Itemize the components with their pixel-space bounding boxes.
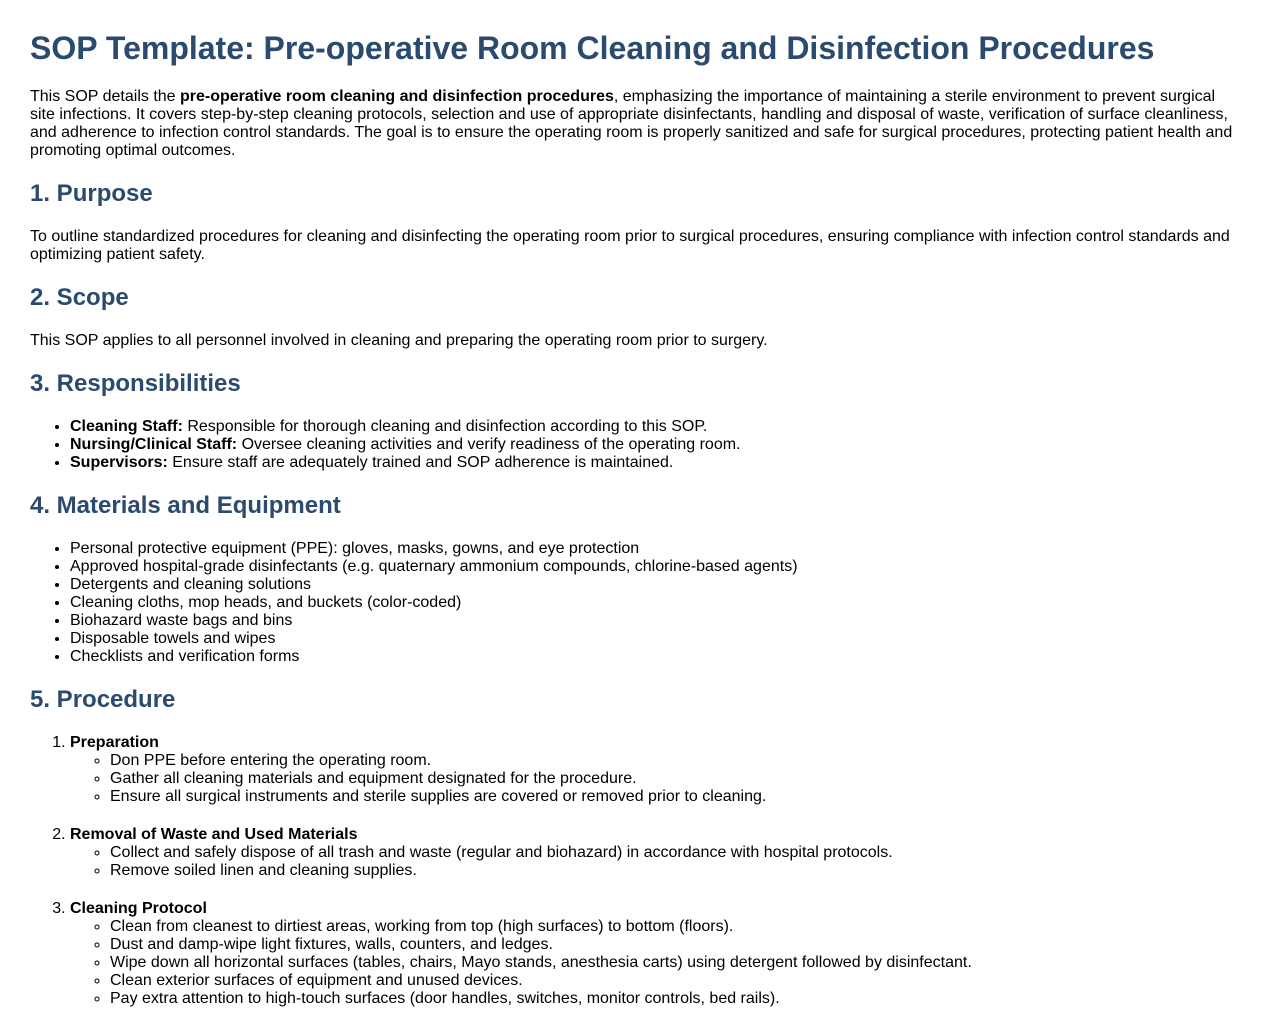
step-title: Removal of Waste and Used Materials (70, 826, 358, 843)
procedure-steps (30, 734, 1233, 1008)
intro-text-end: , emphasizing the importance of maintaining a sterile environment to prevent surgical site infections. It covers step-by-step cleaning protocols, selection and use of appropriate disinfectants, handling and disposal of waste, verification of surface cleanliness, and adherence to infection control standards. The goal is to ensure the operating room is properly sanitized and safe for surgical procedures, protecting patient health and promoting optimal outcomes. (30, 88, 1233, 159)
list-item: • Biohazard waste bags and bins (70, 612, 1233, 630)
procedure-step (70, 734, 1233, 806)
intro-paragraph (30, 88, 1233, 160)
list-item: • Approved hospital-grade disinfectants (e.g. quaternary ammonium compounds, chlorine-based agents) (70, 558, 1233, 576)
role-label: Cleaning Staff: (70, 418, 183, 435)
responsibilities-list (30, 418, 1233, 472)
list-item: ◦ Clean exterior surfaces of equipment and unused devices. (110, 972, 1233, 990)
intro-text-start: This SOP details the (30, 88, 180, 105)
role-description: Responsible for thorough cleaning and disinfection according to this SOP. (182, 418, 708, 435)
purpose-text: To outline standardized procedures for cleaning and disinfecting the operating room prior to surgical procedures, ensuring compliance with infection control standards and optimizing patient safety. (30, 228, 1230, 263)
role-label: Nursing/Clinical Staff: (70, 436, 238, 453)
role-description: Oversee cleaning activities and verify readiness of the operating room. (237, 436, 741, 453)
scope-text: This SOP applies to all personnel involved in cleaning and preparing the operating room prior to surgery. (30, 332, 768, 349)
list-item: ◦ Remove soiled linen and cleaning supplies. (110, 862, 1233, 880)
list-item: ◦ Dust and damp-wipe light fixtures, walls, counters, and ledges. (110, 936, 1233, 954)
list-item: ◦ Gather all cleaning materials and equipment designated for the procedure. (110, 770, 1233, 788)
materials-heading: 4. Materials and Equipment (30, 492, 341, 519)
procedure-step (70, 826, 1233, 880)
responsibilities-heading: 3. Responsibilities (30, 370, 241, 397)
step-substeps (70, 844, 1233, 880)
list-item (70, 436, 1233, 454)
procedure-step (70, 900, 1233, 1008)
materials-list (30, 540, 1233, 666)
list-item (70, 418, 1233, 436)
list-item (70, 454, 1233, 472)
page-title: SOP Template: Pre-operative Room Cleaning and Disinfection Procedures (30, 30, 1155, 66)
step-substeps (70, 918, 1233, 1008)
intro-text-bold: pre-operative room cleaning and disinfection procedures (180, 88, 614, 105)
role-label: Supervisors: (70, 454, 168, 471)
list-item: • Cleaning cloths, mop heads, and buckets (color-coded) (70, 594, 1233, 612)
list-item: • Detergents and cleaning solutions (70, 576, 1233, 594)
step-title: Preparation (70, 734, 159, 751)
list-item: • Checklists and verification forms (70, 648, 1233, 666)
list-item: • Disposable towels and wipes (70, 630, 1233, 648)
role-description: Ensure staff are adequately trained and SOP adherence is maintained. (167, 454, 674, 471)
step-title: Cleaning Protocol (70, 900, 207, 917)
list-item: ◦ Pay extra attention to high-touch surfaces (door handles, switches, monitor controls, bed rails). (110, 990, 1233, 1008)
list-item: ◦ Clean from cleanest to dirtiest areas, working from top (high surfaces) to bottom (floors). (110, 918, 1233, 936)
list-item: ◦ Collect and safely dispose of all trash and waste (regular and biohazard) in accordance with hospital protocols. (110, 844, 1233, 862)
step-substeps (70, 752, 1233, 806)
list-item: • Personal protective equipment (PPE): gloves, masks, gowns, and eye protection (70, 540, 1233, 558)
list-item: ◦ Wipe down all horizontal surfaces (tables, chairs, Mayo stands, anesthesia carts) using detergent followed by disinfectant. (110, 954, 1233, 972)
list-item: ◦ Ensure all surgical instruments and sterile supplies are covered or removed prior to cleaning. (110, 788, 1233, 806)
list-item: ◦ Don PPE before entering the operating room. (110, 752, 1233, 770)
purpose-heading: 1. Purpose (30, 180, 153, 207)
procedure-heading: 5. Procedure (30, 686, 176, 713)
scope-heading: 2. Scope (30, 284, 129, 311)
